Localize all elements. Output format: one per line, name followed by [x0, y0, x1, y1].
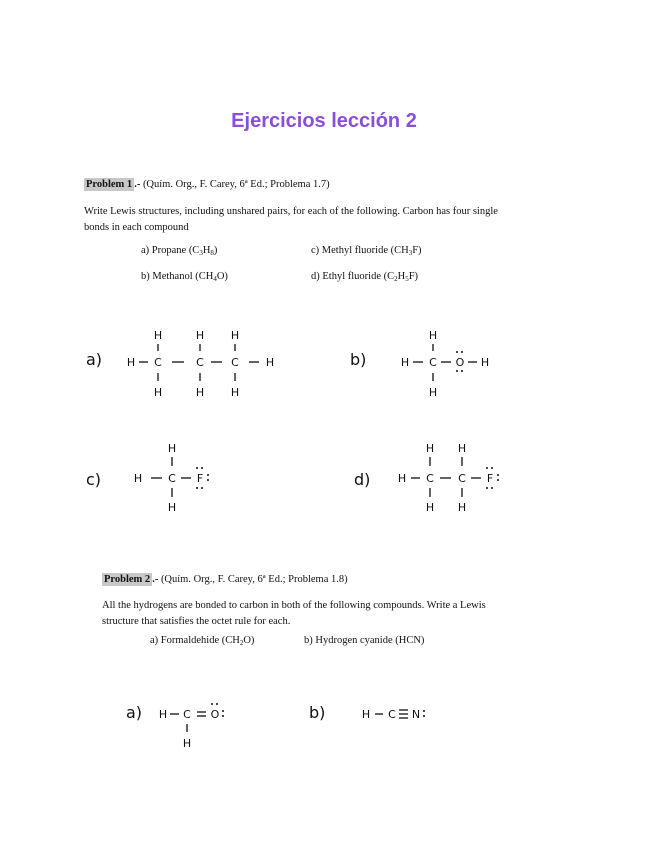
svg-text:H: H: [265, 356, 275, 369]
svg-text:H: H: [167, 501, 177, 514]
svg-text:C: C: [429, 356, 437, 369]
svg-text:H: H: [425, 501, 435, 514]
svg-text:H: H: [195, 386, 205, 399]
problem2-item-a: a) Formaldehide $(CH_2O)$: [150, 635, 255, 647]
svg-text:H: H: [457, 442, 467, 455]
answer2-b-label: b): [309, 703, 326, 722]
problem1-instruction: Write Lewis structures, including unshared pairs, for each of the following. Carbon has four single bonds in each compound: [84, 206, 498, 233]
svg-text:H: H: [457, 501, 467, 514]
problem2-instruction: All the hydrogens are bonded to carbon in both of the following compounds. Write a Lewis structure that satisfies the octet rule for each.: [102, 600, 486, 627]
answer-d-label: d): [354, 470, 371, 489]
svg-text:H: H: [167, 442, 177, 455]
svg-text:H: H: [361, 708, 371, 721]
problem1-item-d: d) Ethyl fluoride $(C_2H_5F)$: [311, 271, 419, 283]
svg-text:H: H: [133, 472, 143, 485]
problem2-label: Problem 2: [104, 574, 151, 585]
problem1-label: Problem 1: [86, 179, 133, 190]
problem1-item-c: c) Methyl fluoride $(CH_3F)$: [311, 245, 422, 257]
svg-text:H: H: [126, 356, 136, 369]
problem2-source: (Quím. Org., F. Carey, 6ª Ed.; Problema 1.8): [158, 574, 348, 585]
page-title: Ejercicios lección 2: [231, 110, 417, 132]
svg-text:O: O: [455, 356, 465, 369]
svg-text:H: H: [480, 356, 490, 369]
svg-text:H: H: [182, 737, 192, 750]
problem2-sep: .-: [152, 574, 159, 585]
svg-text:H: H: [230, 329, 240, 342]
svg-text:H: H: [153, 386, 163, 399]
svg-text:H: H: [428, 329, 438, 342]
problem1-item-b: b) Methanol $(CH_4O)$: [141, 271, 228, 283]
svg-text:C: C: [154, 356, 162, 369]
problem1-item-a: a) Propane $(C_3H_8)$: [141, 245, 218, 257]
svg-text:N: N: [411, 708, 421, 721]
svg-text:C: C: [426, 472, 434, 485]
svg-text:H: H: [195, 329, 205, 342]
svg-text:H: H: [397, 472, 407, 485]
answer-a-label: a): [86, 350, 103, 369]
svg-text:H: H: [400, 356, 410, 369]
answer-c-label: c): [86, 470, 102, 489]
svg-text:C: C: [183, 708, 191, 721]
svg-text:C: C: [458, 472, 466, 485]
svg-text:C: C: [388, 708, 396, 721]
svg-text:C: C: [168, 472, 176, 485]
svg-text:F: F: [486, 472, 494, 485]
problem1-source: (Quím. Org., F. Carey, 6ª Ed.; Problema 1.7): [140, 179, 330, 190]
svg-text:C: C: [231, 356, 239, 369]
svg-text:H: H: [158, 708, 168, 721]
problem1-sep: .-: [134, 179, 141, 190]
svg-text:H: H: [230, 386, 240, 399]
svg-text:O: O: [210, 708, 220, 721]
svg-text:C: C: [196, 356, 204, 369]
svg-text:H: H: [153, 329, 163, 342]
answer2-a-label: a): [126, 703, 143, 722]
answer-b-label: b): [350, 350, 367, 369]
svg-text:H: H: [425, 442, 435, 455]
problem2-item-b: b) Hydrogen cyanide (HCN): [304, 635, 425, 646]
svg-text:F: F: [196, 472, 204, 485]
svg-text:H: H: [428, 386, 438, 399]
